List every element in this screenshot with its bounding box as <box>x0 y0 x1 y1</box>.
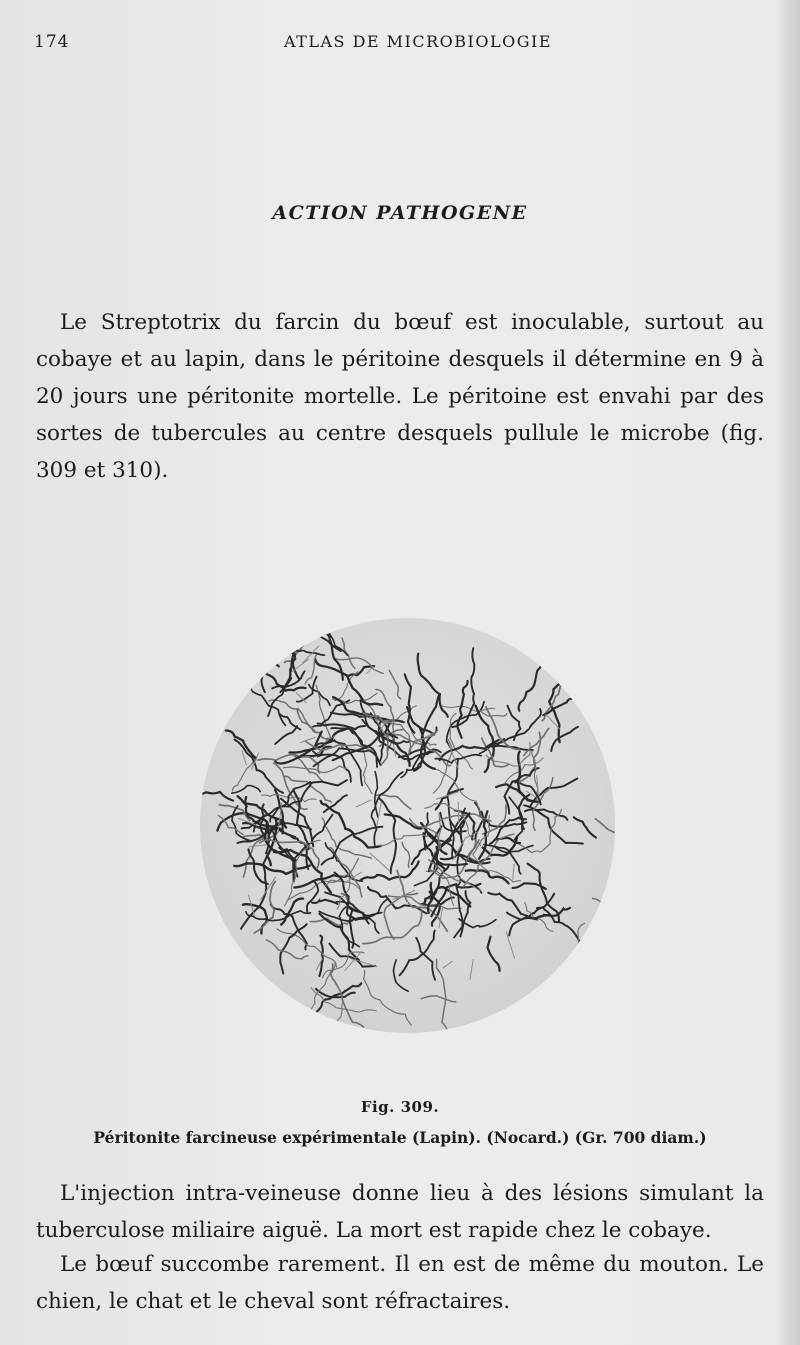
bacterial-filament <box>293 639 299 678</box>
faint-filament <box>506 932 514 958</box>
faint-filament <box>443 961 453 968</box>
paragraph-susceptibility <box>36 1246 764 1320</box>
bacterial-filament <box>275 726 297 744</box>
bacterial-filament <box>342 638 355 668</box>
bacterial-filament <box>405 674 415 732</box>
bacterial-filament <box>519 651 548 711</box>
faint-filament <box>300 737 315 743</box>
bacterial-filament <box>229 676 255 683</box>
faint-filament <box>470 959 473 980</box>
bacterial-filament <box>379 798 396 873</box>
bacterial-filament <box>324 795 347 812</box>
bacterial-filament <box>488 937 500 971</box>
bacterial-filament <box>437 959 447 1029</box>
bacterial-filament <box>481 711 507 716</box>
bacterial-filament <box>302 618 347 655</box>
bacterial-filament <box>524 728 549 755</box>
bacterial-filament <box>299 618 342 626</box>
bacterial-filament <box>488 893 549 919</box>
paragraph-text: L'injection intra-veineuse donne lieu à des lésions simulant la tuberculose miliaire aiguë. La mort est rapide chez le cobaye. <box>36 1181 764 1243</box>
bacterial-filament <box>246 911 311 921</box>
faint-filament <box>249 845 268 847</box>
bacterial-filament <box>364 971 412 1025</box>
paragraph-injection <box>36 1175 764 1249</box>
bacterial-filament <box>263 651 296 660</box>
bacterial-filament <box>282 650 324 655</box>
bacterial-filament <box>319 936 322 976</box>
bacterial-filament <box>401 762 423 778</box>
bacterial-filament <box>533 778 553 831</box>
bacterial-filament <box>280 924 306 973</box>
paragraph-text: Le bœuf succombe rarement. Il en est de même du mouton. Le chien, le chat et le cheval sont réfractaires. <box>36 1252 764 1314</box>
bacterial-filament <box>232 785 260 793</box>
bacterial-filament <box>223 649 298 656</box>
bacterial-filament <box>283 766 347 773</box>
bacterial-filament <box>235 740 284 793</box>
micrograph-image <box>200 618 615 1033</box>
bacterial-filament <box>518 809 562 852</box>
bacterial-filament <box>400 931 435 976</box>
micrograph-figure <box>200 618 615 1033</box>
bacterial-filament <box>457 681 467 738</box>
bacterial-filament <box>416 938 435 980</box>
bacterial-filament <box>269 700 315 732</box>
bacterial-filament <box>418 654 448 717</box>
figure-label: Fig. 309. <box>360 1098 440 1116</box>
bacterial-filament <box>578 923 604 978</box>
bacterial-filament <box>593 898 612 948</box>
page-header <box>34 30 766 58</box>
bacterial-filament <box>315 659 374 676</box>
bacterial-filament <box>227 628 279 666</box>
bacterial-filament <box>389 670 400 698</box>
running-head: ATLAS DE MICROBIOLOGIE <box>284 32 552 51</box>
faint-filament <box>513 864 515 880</box>
bacterial-filament <box>574 817 596 837</box>
bacterial-filament <box>421 996 456 1002</box>
faint-filament <box>370 853 390 871</box>
bacterial-filament <box>312 900 338 904</box>
faint-filament <box>356 800 372 807</box>
bacterial-filament <box>551 727 578 751</box>
bacterial-filament <box>262 628 277 692</box>
bacterial-filament <box>393 960 408 991</box>
bacterial-filament <box>327 618 361 624</box>
page-number: 174 <box>34 32 70 52</box>
bacterial-filament <box>595 819 615 841</box>
bacterial-filament <box>277 929 337 967</box>
paragraph-intro <box>36 304 764 489</box>
bacterial-filament <box>258 755 319 773</box>
faint-filament <box>343 872 361 884</box>
bacterial-filament <box>447 702 485 747</box>
section-title: ACTION PATHOGENE <box>272 202 528 224</box>
bacterial-filament <box>363 750 372 794</box>
faint-filament <box>261 877 276 900</box>
bacterial-filament <box>402 842 410 867</box>
bacterial-filament <box>385 814 422 828</box>
bacterial-filament <box>200 792 233 801</box>
figure-caption: Péritonite farcineuse expérimentale (Lapin). (Nocard.) (Gr. 700 diam.) <box>93 1128 707 1147</box>
bacterial-filament <box>310 780 347 787</box>
bacterial-filament <box>307 881 318 912</box>
paragraph-text: Le Streptotrix du farcin du bœuf est inoculable, surtout au cobaye et au lapin, dans le péritoine desquels il détermine en 9 à 20 jours une péritonite mortelle. Le péritoine est envahi par des sortes de tubercules au centre desquels pullule le microbe (fig. 309 et 310). <box>36 310 764 483</box>
